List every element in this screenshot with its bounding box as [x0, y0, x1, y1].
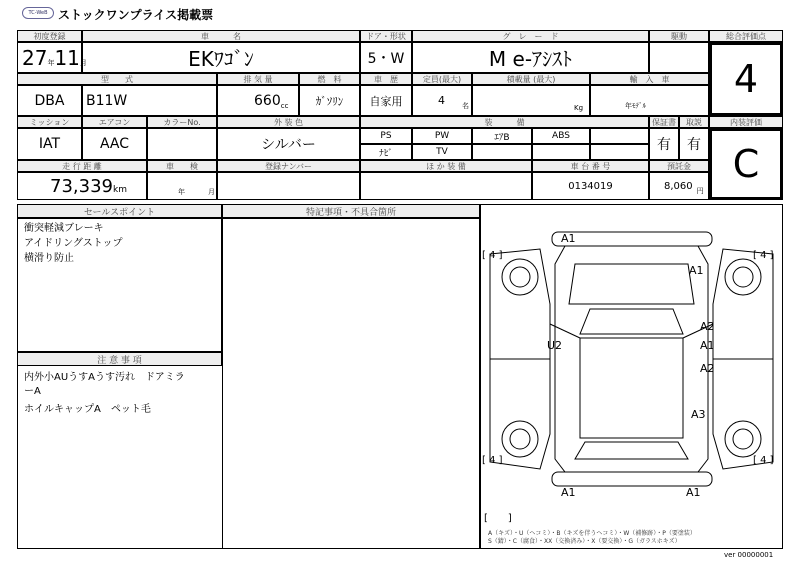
car-name-value: EKﾜｺﾞﾝ	[188, 47, 254, 71]
form-title: ストックワンプライス掲載票	[58, 8, 214, 22]
logo: TC-WeB	[22, 7, 54, 19]
mark-rear-a1-left: A1	[561, 486, 576, 499]
grade-value: M e-ｱｼｽﾄ	[488, 47, 573, 71]
load-header: 積載量 (最大)	[472, 73, 590, 85]
capacity-value: 4	[438, 94, 445, 107]
chassis-header: 車 台 番 号	[532, 160, 649, 172]
plate-header: 登録ナンバー	[217, 160, 360, 172]
caution-header: 注 意 事 項	[17, 352, 222, 366]
drive-header: 駆動	[649, 30, 709, 42]
equip-navi: ﾅﾋﾞ	[379, 148, 393, 159]
sales-point: アイドリングストップ	[24, 238, 123, 249]
price-header: 預託金	[649, 160, 709, 172]
overall-score-header: 総合評価点	[709, 30, 783, 42]
mark-front-a1: A1	[561, 232, 576, 245]
tire-label-rear-right: [ 4 ]	[753, 455, 774, 466]
tire-label-rear-left: [ 4 ]	[482, 455, 503, 466]
equip-tv: TV	[436, 147, 448, 157]
month-value: 11	[54, 46, 80, 70]
drive-value	[649, 42, 709, 73]
import-header: 輸 入 車	[590, 73, 709, 85]
mark-rear-a1-right: A1	[686, 486, 701, 499]
equipment-header: 装 備	[360, 116, 649, 128]
first-reg-year	[22, 44, 87, 72]
inspection-year: 年	[178, 188, 185, 196]
door-value: 5・W	[367, 50, 405, 67]
warranty-value: 有	[657, 137, 671, 153]
legend-line: S（錆）・C（腐食）・XX（交換済み）・X（要交換）・G（ガラスホキズ）	[488, 538, 681, 545]
overall-score-value: 4	[733, 57, 759, 101]
grade-header: グ レ ー ド	[412, 30, 649, 42]
mark-right-a1-mid: A1	[700, 339, 715, 352]
manual-value: 有	[687, 137, 701, 153]
inspection-month: 月	[208, 188, 215, 196]
plate-cell	[217, 172, 360, 200]
import-cell	[590, 85, 709, 116]
displacement-unit: cc	[280, 102, 289, 110]
load-cell	[472, 85, 590, 116]
sales-points-list	[24, 221, 123, 266]
aircon-header: エアコン	[82, 116, 147, 128]
other-equipment-header: ほ か 装 備	[360, 160, 532, 172]
fuel-value: ｶﾞｿﾘﾝ	[315, 94, 344, 108]
load-unit: Kg	[574, 104, 584, 112]
caution-line: 内外小AUうすAうす汚れ ドアミラ	[24, 372, 185, 383]
mission-header: ミッション	[17, 116, 82, 128]
model-header: 型 式	[17, 73, 217, 85]
notes-header: 特記事項・不具合箇所	[222, 204, 480, 218]
exterior-color-header: 外 装 色	[217, 116, 360, 128]
door-header: ドア・形状	[360, 30, 412, 42]
interior-score-value: C	[732, 142, 760, 186]
mission-value: IAT	[38, 136, 61, 152]
interior-score-header: 内装評価	[709, 116, 783, 128]
car-name-header: 車 名	[82, 30, 360, 42]
equip-abs: ABS	[552, 131, 570, 141]
other-equipment-cell	[360, 172, 532, 200]
equip-pw: PW	[434, 131, 450, 141]
chassis-value: 0134019	[568, 180, 613, 192]
model-value: B11W	[86, 92, 128, 109]
mark-roof-u2: U2	[547, 339, 563, 352]
diagram-bracket: [ ]	[484, 513, 512, 524]
caution-list	[24, 371, 219, 417]
price-unit: 円	[696, 187, 704, 195]
mark-right-front-a1: A1	[689, 264, 704, 277]
year-unit: 年	[47, 59, 55, 67]
capacity-header: 定員(最大)	[412, 73, 472, 85]
warranty-header: 保証書	[649, 116, 679, 128]
equip-blank2-cell	[472, 144, 532, 160]
price-wrap	[664, 172, 704, 200]
sales-point: 横滑り防止	[24, 253, 74, 264]
caution-line: ホイルキャップA ペット毛	[24, 404, 151, 415]
notes-box	[222, 218, 480, 549]
mileage-wrap	[50, 172, 127, 200]
mark-right-a2-low: A2	[700, 362, 715, 375]
equip-blank3-cell	[532, 144, 590, 160]
capacity-unit: 名	[462, 102, 469, 110]
history-value: 自家用	[369, 94, 403, 108]
history-header: 車 歴	[360, 73, 412, 85]
first-reg-header: 初度登録	[17, 30, 82, 42]
color-no-value	[147, 128, 217, 160]
inspection-header: 車 検	[147, 160, 217, 172]
displacement-header: 排 気 量	[217, 73, 299, 85]
equip-blank1-cell	[590, 128, 649, 144]
month-unit: 月	[79, 59, 87, 67]
version-label: ver 00000001	[724, 551, 774, 559]
exterior-color-value: シルバー	[261, 137, 316, 153]
year-value: 27	[22, 46, 48, 70]
mileage-unit: km	[112, 185, 127, 195]
fuel-header: 燃 料	[299, 73, 360, 85]
sales-point: 衝突軽減ブレーキ	[24, 223, 104, 234]
sales-points-header: セールスポイント	[17, 204, 222, 218]
mileage-header: 走 行 距 離	[17, 160, 147, 172]
manual-header: 取説	[679, 116, 709, 128]
equip-ps: PS	[380, 131, 392, 141]
equip-blank4-cell	[590, 144, 649, 160]
tire-label-front-right: [ 4 ]	[753, 250, 774, 261]
aircon-value: AAC	[99, 136, 130, 152]
import-model: 年ﾓﾃﾞﾙ	[625, 102, 646, 110]
caution-line: ーA	[24, 386, 41, 397]
tire-label-front-left: [ 4 ]	[482, 250, 503, 261]
legend-line: A（キズ）・U（ヘコミ）・B（キズを伴うヘコミ）・W（補修跡）・P（要塗装）	[488, 530, 696, 537]
mark-right-a3: A3	[691, 408, 706, 421]
model-prefix-value: DBA	[34, 92, 65, 109]
displacement-wrap	[254, 85, 288, 116]
color-no-header: カラーNo.	[147, 116, 217, 128]
car-diagram	[480, 204, 783, 534]
equip-airbag: ｴｱB	[494, 132, 510, 143]
damage-legend	[488, 530, 696, 546]
mileage-value: 73,339	[50, 175, 113, 197]
displacement-value: 660	[254, 92, 281, 109]
mark-right-a2-top: A2	[700, 320, 715, 333]
price-value: 8,060	[664, 180, 693, 192]
